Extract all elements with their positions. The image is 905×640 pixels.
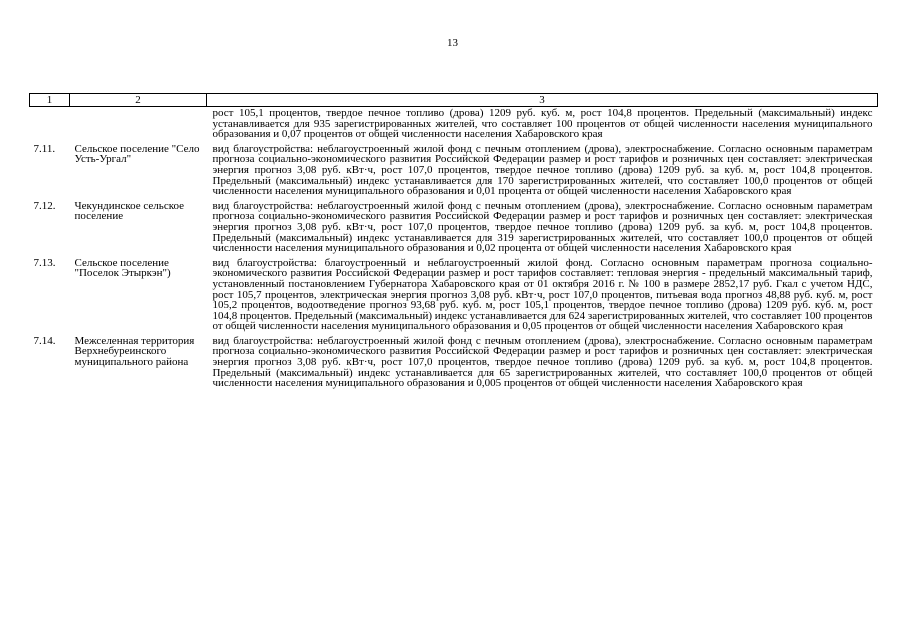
- municipality-name: Межселенная территория Верхнебуреинского муниципального района: [74, 334, 195, 369]
- municipality-name: Сельское поселение "Село Усть-Ургал": [74, 142, 200, 166]
- row-number: 7.12.: [33, 199, 56, 212]
- municipality-name: Чекундинское сельское поселение: [74, 199, 185, 223]
- row-number: 7.13.: [33, 256, 56, 269]
- header-row: [30, 94, 878, 107]
- table-header: [30, 94, 878, 107]
- row-number: 7.14.: [33, 334, 56, 347]
- header-col-number: 1: [30, 94, 70, 107]
- table-row: [30, 254, 878, 332]
- municipality-name: Сельское поселение "Поселок Этыркэн"): [74, 256, 171, 280]
- row-number: 7.11.: [33, 142, 56, 155]
- row-description: вид благоустройства: благоустроенный и неблагоустроенный жилой фонд. Согласно основным параметрам прогноза социально-экономического развития Российской Федерации размер и рост тарифов составляет: тепловая энергия - предельный максимальный тариф, установленный постановлением Губернатора Хабаровского края от 01 октября 2016 г. № 100 в размере 2852,17 руб. Гкал с учетом НДС, рост 105,7 процентов, электрическая энергия прогноз 3,08 руб. кВт·ч, рост 107,0 процентов, питьевая вода прогноз 48,88 руб. куб. м, рост 105,2 процентов, водоотведение прогноз 93,68 руб. куб. м, рост 105,1 процентов, твердое печное топливо (дрова) 1209 руб. куб. м, рост 104,8 процентов. Предельный (максимальный) индекс устанавливается для 624 зарегистрированных жителей, что составляет 100 процентов от общей численности населения муниципального образования и 0,05 процентов от общей численности населения Хабаровского края: [212, 256, 873, 333]
- row-description: вид благоустройства: неблагоустроенный жилой фонд с печным отоплением (дрова), электроснабжение. Согласно основным параметрам прогноза социально-экономического развития Российской Федерации размер и рост тарифов и розничных цен составляет: электрическая энергия прогноз 3,08 руб. кВт·ч, рост 107,0 процентов, твердое печное топливо (дрова) 1209 руб. за куб. м, рост 104,8 процентов. Предельный (максимальный) индекс устанавливается для 65 зарегистрированных жителей, что составляет 100,0 процентов от общей численности населения муниципального образования и 0,005 процентов от общей численности населения Хабаровского края: [212, 334, 873, 390]
- table-row: [30, 140, 878, 197]
- row-description: вид благоустройства: неблагоустроенный жилой фонд с печным отоплением (дрова), электроснабжение. Согласно основным параметрам прогноза социально-экономического развития Российской Федерации размер и рост тарифов и розничных цен составляет: электрическая энергия прогноз 3,08 руб. кВт·ч, рост 107,0 процентов, твердое печное топливо (дрова) 1209 руб. за куб. м, рост 104,8 процентов. Предельный (максимальный) индекс устанавливается для 170 зарегистрированных жителей, что составляет 100,0 процентов от общей численности населения муниципального образования и 0,01 процента от общей численности населения Хабаровского края: [212, 142, 873, 198]
- table-row: [30, 332, 878, 389]
- table-body: [30, 107, 878, 389]
- row-number: [30, 107, 70, 140]
- municipality-name: [70, 107, 207, 140]
- tariff-table: [29, 93, 878, 389]
- table-row: [30, 197, 878, 254]
- page-number: 13: [447, 37, 458, 49]
- header-col-description: 3: [207, 94, 878, 107]
- header-col-municipality: 2: [70, 94, 207, 107]
- row-description: вид благоустройства: неблагоустроенный жилой фонд с печным отоплением (дрова), электроснабжение. Согласно основным параметрам прогноза социально-экономического развития Российской Федерации размер и рост тарифов и розничных цен составляет: электрическая энергия прогноз 3,08 руб. кВт·ч, рост 107,0 процентов, твердое печное топливо (дрова) 1209 руб. за куб. м, рост 104,8 процентов. Предельный (максимальный) индекс устанавливается для 319 зарегистрированных жителей, что составляет 100,0 процентов от общей численности населения муниципального образования и 0,02 процента от общей численности населения Хабаровского края: [212, 199, 873, 255]
- table-row: [30, 107, 878, 140]
- row-description: рост 105,1 процентов, твердое печное топливо (дрова) 1209 руб. куб. м, рост 104,8 процентов. Предельный (максимальный) индекс устанавливается для 935 зарегистрированных жителей, что составляет 100 процентов от общей численности населения муниципального образования и 0,07 процентов от общей численности населения Хабаровского края: [212, 107, 873, 141]
